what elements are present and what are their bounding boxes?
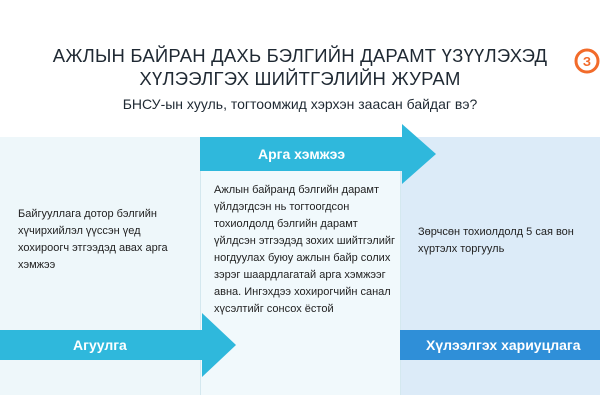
content-header: Агуулга (73, 337, 127, 353)
brand-logo-icon (574, 48, 600, 74)
content-text: Байгууллага дотор бэлгийн хүчирхийлэл үүссэн үед хохироогч этгээдэд авах арга хэмжээ (18, 208, 168, 271)
title-line-1: АЖЛЫН БАЙРАН ДАХЬ БЭЛГИЙН ДАРАМТ ҮЗҮҮЛЭХЭД (52, 45, 548, 66)
svg-text:З: З (582, 54, 592, 69)
page-title (0, 44, 600, 90)
title-line-2: ХҮЛЭЭЛГЭХ ШИЙТГЭЛИЙН ЖУРАМ (139, 68, 461, 89)
measures-header: Арга хэмжээ (258, 146, 346, 162)
liability-text: Зөрчсөн тохиолдолд 5 сая вон хүртэлх торгууль (418, 226, 574, 255)
measures-text: Ажлын байранд бэлгийн дарамт үйлдэгдсэн нь тогтоогдсон тохиолдолд бэлгийн дарамт үйлдсэн этгээдэд зохих шийтгэлийг ногдуулах буюу ажлын байр солих зэрэг шаардлагатай арга хэмжээг авна. Ингэхдээ хохирогчийн санал хүсэлтийг сонсох ёстой (214, 184, 396, 315)
page-subtitle: БНСУ-ын хууль, тогтоомжид хэрхэн заасан байдаг вэ? (122, 96, 478, 112)
liability-header: Хүлээлгэх хариуцлага (426, 337, 581, 353)
